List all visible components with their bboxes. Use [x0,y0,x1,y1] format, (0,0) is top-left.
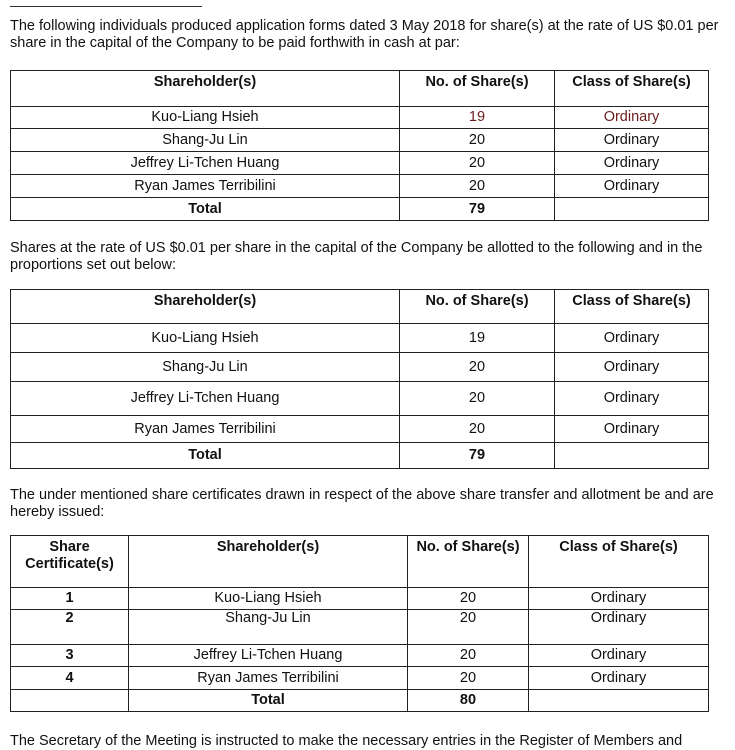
share-class: Ordinary [555,353,709,382]
table-row [11,645,709,667]
certificate-paragraph: The under mentioned share certificates drawn in respect of the above share transfer and allotment be and are hereby issued: [10,487,714,520]
shareholder-name: Jeffrey Li-Tchen Huang [11,382,400,416]
share-class: Ordinary [529,610,709,645]
share-count: 19 [400,107,555,129]
total-value: 79 [400,198,555,221]
total-label: Total [129,690,408,712]
share-count: 20 [400,129,555,152]
share-class: Ordinary [555,152,709,175]
col-header-certificate: Share Certificate(s) [11,536,129,588]
share-class: Ordinary [555,324,709,353]
table-row [11,588,709,610]
heading-underline [10,0,202,7]
shareholder-name: Ryan James Terribilini [11,175,400,198]
col-header-class: Class of Share(s) [555,71,709,107]
shareholder-name: Ryan James Terribilini [129,667,408,690]
col-header-shares: No. of Share(s) [400,290,555,324]
certificate-number: 2 [11,610,129,645]
share-class: Ordinary [555,175,709,198]
total-row [11,198,709,221]
empty-cell [11,690,129,712]
total-value: 79 [400,443,555,469]
shareholder-name: Kuo-Liang Hsieh [11,107,400,129]
shareholder-name: Jeffrey Li-Tchen Huang [129,645,408,667]
col-header-shares: No. of Share(s) [400,71,555,107]
table-row [11,416,709,443]
share-class: Ordinary [529,588,709,610]
shareholder-name: Ryan James Terribilini [11,416,400,443]
shareholder-name: Kuo-Liang Hsieh [129,588,408,610]
table-row [11,324,709,353]
share-count: 20 [408,588,529,610]
shareholder-name: Shang-Ju Lin [11,353,400,382]
intro-paragraph: The following individuals produced application forms dated 3 May 2018 for share(s) at the rate of US $0.01 per share in the capital of the Company to be paid forthwith in cash at par: [10,18,719,51]
certificate-table [10,535,709,712]
table-row [11,610,709,645]
table-row [11,107,709,129]
table-row [11,382,709,416]
share-count: 20 [400,152,555,175]
total-label: Total [11,198,400,221]
share-count: 20 [400,353,555,382]
certificate-number: 1 [11,588,129,610]
empty-cell [555,198,709,221]
share-class: Ordinary [529,645,709,667]
share-class: Ordinary [529,667,709,690]
table-row [11,175,709,198]
share-class: Ordinary [555,107,709,129]
share-class: Ordinary [555,382,709,416]
shareholder-name: Shang-Ju Lin [129,610,408,645]
total-label: Total [11,443,400,469]
share-count: 20 [408,667,529,690]
application-table [10,70,709,221]
col-header-shareholder: Shareholder(s) [11,290,400,324]
col-header-shareholder: Shareholder(s) [129,536,408,588]
share-count: 19 [400,324,555,353]
table-row [11,353,709,382]
allotment-table [10,289,709,469]
share-count: 20 [408,610,529,645]
certificate-number: 3 [11,645,129,667]
total-value: 80 [408,690,529,712]
table-row [11,129,709,152]
col-header-class: Class of Share(s) [529,536,709,588]
col-header-shares: No. of Share(s) [408,536,529,588]
footer-paragraph: The Secretary of the Meeting is instructed to make the necessary entries in the Register of Members and [10,733,683,749]
table-row [11,152,709,175]
share-count: 20 [408,645,529,667]
share-count: 20 [400,175,555,198]
col-header-class: Class of Share(s) [555,290,709,324]
share-count: 20 [400,382,555,416]
allotment-paragraph: Shares at the rate of US $0.01 per share in the capital of the Company be allotted to the following and in the proportions set out below: [10,240,703,273]
shareholder-name: Jeffrey Li-Tchen Huang [11,152,400,175]
share-count: 20 [400,416,555,443]
share-class: Ordinary [555,129,709,152]
empty-cell [555,443,709,469]
total-row [11,690,709,712]
empty-cell [529,690,709,712]
shareholder-name: Kuo-Liang Hsieh [11,324,400,353]
certificate-number: 4 [11,667,129,690]
col-header-shareholder: Shareholder(s) [11,71,400,107]
shareholder-name: Shang-Ju Lin [11,129,400,152]
share-class: Ordinary [555,416,709,443]
total-row [11,443,709,469]
table-row [11,667,709,690]
